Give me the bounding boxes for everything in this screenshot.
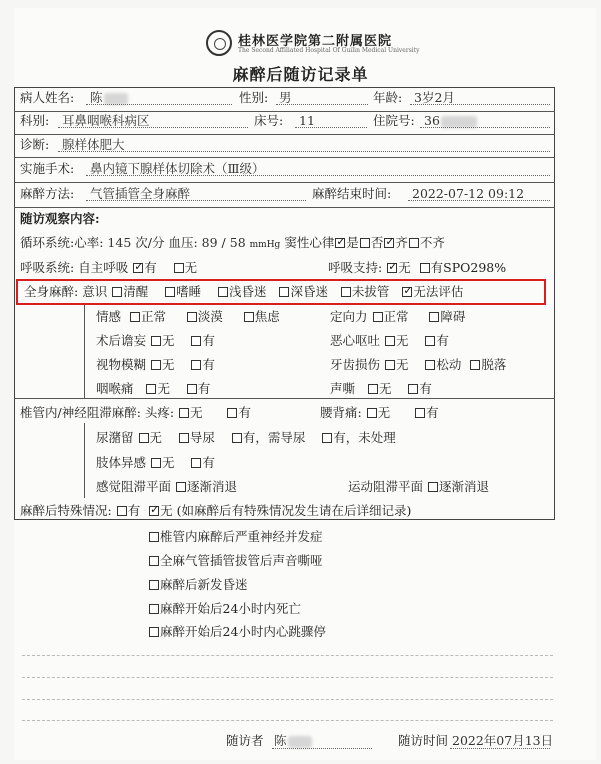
heart-rate-label: 心率: bbox=[74, 235, 104, 250]
limb-no-checkbox[interactable] bbox=[151, 458, 161, 468]
delirium-no-label: 无 bbox=[162, 333, 175, 348]
emotion-anxiety-checkbox[interactable] bbox=[244, 312, 254, 322]
emotion-normal-checkbox[interactable] bbox=[130, 312, 140, 322]
spontaneous-yes-label: 有 bbox=[144, 260, 157, 275]
anesthesia-method-label: 麻醉方法: bbox=[20, 186, 75, 201]
nausea-no-checkbox[interactable] bbox=[385, 336, 395, 346]
sinus-rhythm-label: 窦性心律 bbox=[284, 235, 335, 250]
urine-row bbox=[96, 431, 396, 445]
headache-yes-checkbox[interactable] bbox=[227, 408, 237, 418]
irregular-checkbox[interactable] bbox=[409, 238, 419, 248]
conscious-drowsy-label: 嗜睡 bbox=[176, 284, 202, 299]
admission-value: 36 bbox=[424, 113, 440, 128]
dept-label: 科别: bbox=[20, 113, 50, 128]
hoarse-yes-checkbox[interactable] bbox=[408, 384, 418, 394]
anesthesia-end-underline bbox=[408, 200, 550, 201]
sinus-no-label: 否 bbox=[370, 235, 384, 250]
limb-label: 肢体异感 bbox=[96, 455, 147, 470]
support-row bbox=[328, 261, 506, 275]
headache-no-checkbox[interactable] bbox=[179, 408, 189, 418]
visit-time-label: 随访时间 bbox=[398, 733, 449, 748]
conscious-intubated-label: 未拔管 bbox=[351, 284, 390, 299]
special-item-checkbox[interactable] bbox=[149, 580, 159, 590]
row-divider bbox=[14, 111, 555, 112]
nausea-no-label: 无 bbox=[396, 333, 409, 348]
visit-time-underline bbox=[450, 748, 550, 749]
orientation-impaired-checkbox[interactable] bbox=[429, 312, 439, 322]
consciousness-row bbox=[24, 285, 463, 299]
name-value: 陈 bbox=[90, 90, 103, 105]
nausea-yes-label: 有 bbox=[436, 333, 449, 348]
special-item bbox=[148, 530, 323, 544]
delirium-label: 术后谵妄 bbox=[96, 333, 147, 348]
teeth-label: 牙齿损伤 bbox=[330, 357, 381, 372]
conscious-drowsy-checkbox[interactable] bbox=[165, 287, 175, 297]
throat-label: 咽喉痛 bbox=[96, 381, 134, 396]
hospital-english-name: The Second Affiliated Hospital Of Guilin Medical University bbox=[238, 47, 420, 54]
backache-no-label: 无 bbox=[377, 405, 391, 420]
redaction-mask bbox=[104, 93, 128, 105]
headache-yes-label: 有 bbox=[238, 405, 251, 420]
nausea-label: 恶心呕吐 bbox=[330, 333, 381, 348]
redaction-mask bbox=[441, 116, 477, 128]
sex-label: 性别: bbox=[239, 90, 269, 105]
headache-label: 头疼: bbox=[144, 405, 175, 420]
orientation-normal-checkbox[interactable] bbox=[373, 312, 383, 322]
special-label: 麻醉后特殊情况: bbox=[20, 503, 112, 518]
section-title: 随访观察内容: bbox=[20, 211, 100, 226]
motor-label: 运动阻滞平面 bbox=[348, 479, 424, 494]
name-label: 病人姓名: bbox=[20, 90, 75, 105]
name-underline bbox=[86, 104, 232, 105]
limb-row bbox=[96, 456, 215, 470]
diagnosis-value[interactable]: 腺样体肥大 bbox=[62, 137, 125, 152]
special-item bbox=[148, 578, 248, 592]
emotion-anxiety-label: 焦虑 bbox=[254, 309, 280, 324]
visitor-value: 陈 bbox=[274, 733, 287, 748]
vision-yes-checkbox[interactable] bbox=[191, 360, 201, 370]
blood-pressure-unit: mmHg bbox=[249, 240, 281, 250]
special-item-checkbox[interactable] bbox=[149, 556, 159, 566]
motor-fading-checkbox[interactable] bbox=[428, 482, 438, 492]
emotion-label: 情感 bbox=[96, 309, 122, 324]
notes-line bbox=[22, 720, 553, 721]
hoarse-row bbox=[330, 382, 432, 396]
age-label: 年龄: bbox=[373, 90, 403, 105]
vision-row bbox=[96, 358, 215, 372]
vision-label: 视物模糊 bbox=[96, 357, 147, 372]
heart-rate-unit: 次/分 bbox=[135, 235, 165, 250]
special-yes-label: 有 bbox=[127, 503, 141, 518]
heart-rate-value[interactable]: 145 bbox=[107, 235, 132, 250]
sensory-fading-label: 逐渐消退 bbox=[187, 479, 238, 494]
admission-field[interactable] bbox=[424, 114, 477, 128]
urine-label: 尿潴留 bbox=[96, 430, 134, 445]
urine-untreated-label: 有，未处理 bbox=[333, 430, 396, 445]
blood-pressure-label: 血压: bbox=[168, 235, 198, 250]
support-spo2-checkbox[interactable] bbox=[420, 263, 430, 273]
special-no-label: 无 bbox=[160, 503, 173, 518]
backache-no-checkbox[interactable] bbox=[367, 408, 377, 418]
vision-no-checkbox[interactable] bbox=[151, 360, 161, 370]
redaction-mask bbox=[288, 736, 312, 748]
admission-label: 住院号: bbox=[373, 113, 415, 128]
orientation-row bbox=[330, 310, 465, 324]
row-divider bbox=[14, 207, 555, 208]
special-item bbox=[148, 602, 301, 616]
hoarse-label: 声嘶 bbox=[330, 381, 356, 396]
special-item-checkbox[interactable] bbox=[149, 627, 159, 637]
special-item-checkbox[interactable] bbox=[149, 604, 159, 614]
teeth-no-label: 无 bbox=[396, 357, 409, 372]
throat-yes-checkbox[interactable] bbox=[187, 384, 197, 394]
support-label: 呼吸支持: bbox=[328, 260, 383, 275]
conscious-deep-coma-checkbox[interactable] bbox=[279, 287, 289, 297]
notes-line bbox=[22, 655, 553, 656]
conscious-clear-checkbox[interactable] bbox=[112, 287, 122, 297]
sensory-row bbox=[96, 480, 237, 494]
anesthesia-method-underline bbox=[86, 200, 306, 201]
row-divider bbox=[14, 134, 555, 135]
dept-underline bbox=[58, 127, 248, 128]
support-spo2-label: 有SPO298% bbox=[430, 260, 507, 275]
hoarse-no-checkbox[interactable] bbox=[368, 384, 378, 394]
support-none-checkbox[interactable] bbox=[387, 263, 397, 273]
orientation-normal-label: 正常 bbox=[383, 309, 409, 324]
diagnosis-underline bbox=[58, 151, 550, 152]
special-item bbox=[148, 554, 323, 568]
headache-no-label: 无 bbox=[190, 405, 203, 420]
circulation-label: 循环系统: bbox=[20, 235, 75, 250]
sinus-no-checkbox[interactable] bbox=[360, 238, 370, 248]
column-divider bbox=[84, 423, 85, 498]
backache-label: 腰背痛: bbox=[320, 405, 362, 420]
backache-yes-checkbox[interactable] bbox=[415, 408, 425, 418]
limb-yes-label: 有 bbox=[202, 455, 215, 470]
emotion-row bbox=[96, 310, 280, 324]
sex-value[interactable]: 男 bbox=[279, 90, 292, 105]
neuraxial-row bbox=[20, 406, 251, 420]
admission-underline bbox=[420, 127, 550, 128]
vision-no-label: 无 bbox=[162, 357, 175, 372]
urine-untreated-checkbox[interactable] bbox=[322, 433, 332, 443]
emotion-normal-label: 正常 bbox=[140, 309, 166, 324]
teeth-row bbox=[330, 358, 506, 372]
anesthesia-end-label: 麻醉结束时间: bbox=[312, 186, 392, 201]
visit-time-value[interactable]: 2022年07月13日 bbox=[452, 733, 554, 748]
teeth-lost-checkbox[interactable] bbox=[470, 360, 480, 370]
motor-fading-label: 逐渐消退 bbox=[439, 479, 490, 494]
row-divider bbox=[14, 157, 555, 158]
special-item bbox=[148, 625, 326, 639]
teeth-loose-label: 松动 bbox=[436, 357, 462, 372]
teeth-lost-label: 脱落 bbox=[481, 357, 507, 372]
throat-row bbox=[96, 382, 210, 396]
vision-yes-label: 有 bbox=[202, 357, 215, 372]
urine-catheter-label: 导尿 bbox=[189, 430, 215, 445]
dept-value[interactable]: 耳鼻咽喉科病区 bbox=[62, 113, 150, 128]
conscious-light-coma-label: 浅昏迷 bbox=[229, 284, 267, 299]
sinus-yes-checkbox[interactable] bbox=[335, 238, 345, 248]
sex-underline bbox=[276, 104, 368, 105]
throat-no-checkbox[interactable] bbox=[146, 384, 156, 394]
nausea-row bbox=[330, 334, 449, 348]
systolic-value[interactable]: 89 bbox=[201, 235, 218, 250]
hospital-logo-icon bbox=[206, 30, 232, 56]
delirium-row bbox=[96, 334, 215, 348]
visitor-label: 随访者 bbox=[226, 733, 264, 748]
anesthesia-end-value[interactable]: 2022-07-12 09:12 bbox=[412, 186, 525, 201]
special-item-label: 麻醉后新发昏迷 bbox=[160, 577, 248, 592]
special-note: (如麻醉后有特殊情况发生请在后详细记录) bbox=[176, 503, 412, 518]
surgery-underline bbox=[86, 175, 550, 176]
sensory-fading-checkbox[interactable] bbox=[176, 482, 186, 492]
spontaneous-label: 自主呼吸 bbox=[78, 260, 129, 275]
circulation-row: 循环系统:心率: 145 次/分 血压: 89 / 58 mmHg 窦性心律✓ 是 否✓ 齐 不齐 bbox=[20, 236, 445, 252]
delirium-yes-label: 有 bbox=[202, 333, 215, 348]
conscious-unassessable-label: 无法评估 bbox=[413, 284, 464, 299]
delirium-no-checkbox[interactable] bbox=[151, 336, 161, 346]
row-divider bbox=[14, 182, 555, 183]
hospital-name: 桂林医学院第二附属医院 bbox=[238, 34, 393, 49]
orientation-impaired-label: 障碍 bbox=[440, 309, 466, 324]
special-no-checkbox[interactable] bbox=[149, 506, 159, 516]
urine-catheter-checkbox[interactable] bbox=[179, 433, 189, 443]
visitor-underline bbox=[272, 748, 372, 749]
spontaneous-no-checkbox[interactable] bbox=[174, 263, 184, 273]
support-none-label: 无 bbox=[398, 260, 411, 275]
nausea-yes-checkbox[interactable] bbox=[425, 336, 435, 346]
backache-row bbox=[320, 406, 439, 420]
consciousness-label: 意识 bbox=[82, 284, 108, 299]
row-divider bbox=[14, 398, 555, 399]
motor-row bbox=[348, 480, 489, 494]
emotion-apathy-checkbox[interactable] bbox=[187, 312, 197, 322]
delirium-yes-checkbox[interactable] bbox=[191, 336, 201, 346]
urine-no-checkbox[interactable] bbox=[139, 433, 149, 443]
irregular-label: 不齐 bbox=[419, 235, 445, 250]
diastolic-value[interactable]: 58 bbox=[229, 235, 246, 250]
column-divider bbox=[84, 304, 85, 398]
sensory-label: 感觉阻滞平面 bbox=[96, 479, 172, 494]
conscious-deep-coma-label: 深昏迷 bbox=[290, 284, 328, 299]
surgery-label: 实施手术: bbox=[20, 161, 75, 176]
teeth-loose-checkbox[interactable] bbox=[425, 360, 435, 370]
spontaneous-no-label: 无 bbox=[184, 260, 198, 275]
form-title: 麻醉后随访记录单 bbox=[232, 65, 369, 84]
surgery-value[interactable]: 鼻内镜下腺样体切除术（Ⅲ级） bbox=[90, 161, 265, 176]
anesthesia-method-value[interactable]: 气管插管全身麻醉 bbox=[90, 186, 191, 201]
neuraxial-label: 椎管内/神经阻滞麻醉: bbox=[20, 405, 141, 420]
special-item-checkbox[interactable] bbox=[149, 532, 159, 542]
age-value[interactable]: 3岁2月 bbox=[414, 90, 455, 105]
notes-line bbox=[22, 699, 553, 700]
regular-label: 齐 bbox=[395, 235, 408, 250]
limb-yes-checkbox[interactable] bbox=[191, 458, 201, 468]
regular-checkbox[interactable] bbox=[384, 238, 394, 248]
teeth-no-checkbox[interactable] bbox=[385, 360, 395, 370]
limb-no-label: 无 bbox=[162, 455, 175, 470]
special-row bbox=[20, 504, 411, 518]
special-item-label: 麻醉开始后24小时内死亡 bbox=[160, 601, 301, 616]
urine-no-label: 无 bbox=[149, 430, 163, 445]
conscious-unassessable-checkbox[interactable] bbox=[402, 287, 412, 297]
spontaneous-yes-checkbox[interactable] bbox=[133, 263, 143, 273]
backache-yes-label: 有 bbox=[426, 405, 439, 420]
sinus-yes-label: 是 bbox=[346, 235, 359, 250]
special-item-label: 全麻气管插管拔管后声音嘶哑 bbox=[160, 553, 323, 568]
diagnosis-label: 诊断: bbox=[20, 137, 50, 152]
special-item-label: 椎管内麻醉后严重神经并发症 bbox=[160, 529, 323, 544]
urine-need-catheter-checkbox[interactable] bbox=[232, 433, 242, 443]
conscious-clear-label: 清醒 bbox=[123, 284, 149, 299]
urine-need-catheter-label: 有，需导尿 bbox=[242, 430, 306, 445]
special-yes-checkbox[interactable] bbox=[117, 506, 127, 516]
conscious-intubated-checkbox[interactable] bbox=[341, 287, 351, 297]
visitor-field[interactable] bbox=[274, 734, 312, 748]
bed-label: 床号: bbox=[254, 113, 284, 128]
bed-underline bbox=[295, 127, 367, 128]
respiration-row bbox=[20, 261, 197, 275]
hoarse-no-label: 无 bbox=[378, 381, 392, 396]
throat-yes-label: 有 bbox=[197, 381, 211, 396]
respiration-label: 呼吸系统: bbox=[20, 260, 75, 275]
orientation-label: 定向力 bbox=[330, 309, 368, 324]
age-underline bbox=[410, 104, 550, 105]
throat-no-label: 无 bbox=[157, 381, 170, 396]
emotion-apathy-label: 淡漠 bbox=[197, 309, 223, 324]
conscious-light-coma-checkbox[interactable] bbox=[218, 287, 228, 297]
bed-value[interactable]: 11 bbox=[299, 113, 315, 128]
notes-line bbox=[22, 677, 553, 678]
name-field[interactable] bbox=[90, 91, 128, 105]
hoarse-yes-label: 有 bbox=[419, 381, 432, 396]
special-item-label: 麻醉开始后24小时内心跳骤停 bbox=[160, 624, 326, 639]
general-anesthesia-label: 全身麻醉: bbox=[24, 284, 79, 299]
